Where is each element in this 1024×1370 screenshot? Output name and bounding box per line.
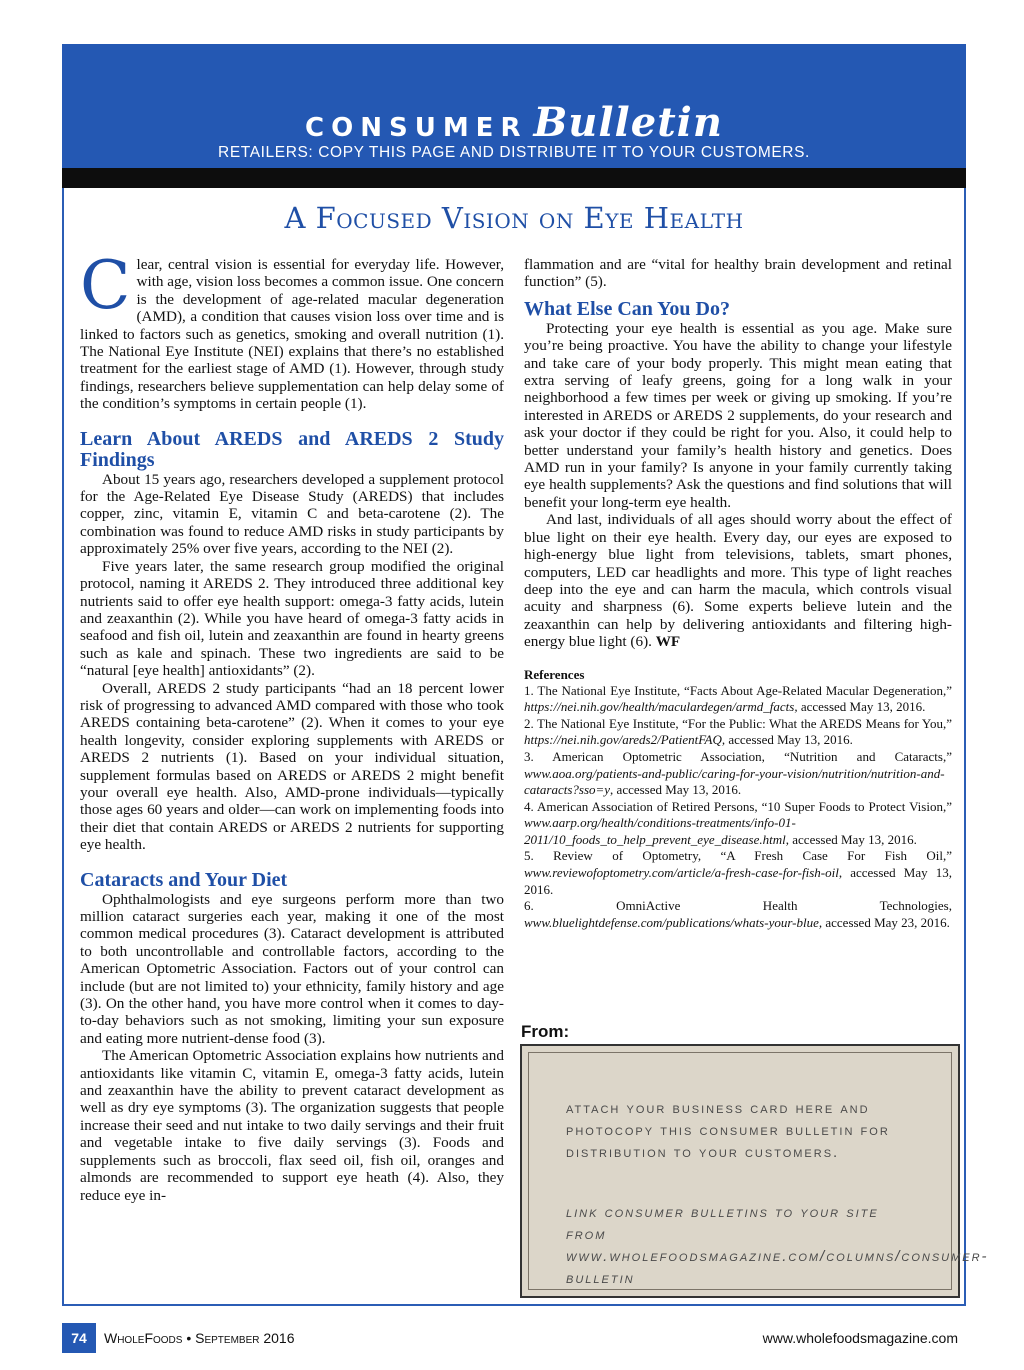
banner-title-bulletin: Bulletin [533,99,723,146]
reference-tail: , accessed May 13, 2016. [610,782,742,798]
drop-cap: C [80,247,131,324]
reference-link[interactable]: www.aoa.org/patients-and-public/caring-for-your-vision/nutrition/nutrition-and-cataracts?sso=y [524,765,945,798]
reference-link[interactable]: www.reviewofoptometry.com/article/a-fresh-case-for-fish-oil [524,865,839,881]
right-column [524,256,952,931]
reference-tail: accessed May 23, 2016. [822,914,950,930]
business-card-instructions: attach your business card here and photocopy this consumer bulletin for distribution to your customers. [566,1100,890,1161]
reference-link[interactable]: www.aarp.org/health/conditions-treatments/info-01-2011/10_foods_to_help_prevent_eye_disease.html [524,815,796,847]
left-column [80,247,504,1204]
banner-title-consumer: CONSUMER [305,113,528,143]
reference-text: 3. American Optometric Association, “Nutrition and Cataracts,” [524,748,952,764]
banner-subtitle: RETAILERS: COPY THIS PAGE AND DISTRIBUTE IT TO YOUR CUSTOMERS. [218,144,810,161]
section-heading-areds: Learn About AREDS and AREDS 2 Study Findings [80,427,504,471]
section-heading-cataracts: Cataracts and Your Diet [80,868,288,891]
reference-link[interactable]: https://nei.nih.gov/health/maculardegen/armd_facts, [524,699,798,715]
reference-item [524,716,952,749]
paragraph: The American Optometric Association explains how nutrients and antioxidants like vitamin C, vitamin E, omega-3 fatty acids, lutein and zeaxanthin have the ability to prevent cataract development as well as dry eye symptoms (3). The organization suggests that people increase their seed and nut intake to two daily servings and their fruit and vegetable intake to five daily servings (3). Foods and supplements such as broccoli, flax seed oil, fish oil, oranges and almonds are recommended to support eye heath (4). Also, they reduce eye in- [80,1047,504,1204]
reference-item [524,799,952,849]
reference-tail: , accessed May 13, 2016. [785,831,917,847]
reference-text: 4. American Association of Retired Persons, “10 Super Foods to Protect Vision,” [524,798,952,814]
reference-item [524,848,952,898]
banner [62,44,966,168]
references-title: References [524,666,585,682]
reference-tail: , accessed May 13, 2016. [524,865,952,897]
reference-tail: accessed May 13, 2016. [725,732,853,748]
business-card-box [520,1044,989,1298]
paragraph [524,511,952,650]
reference-link[interactable]: https://nei.nih.gov/areds2/PatientFAQ, [524,732,726,748]
paragraph: Five years later, the same research group modified the original protocol, naming it AREDS 2. They introduced three additional key nutrients said to offer eye health support: omega-3 fatty acids, lutein and zeaxanthin (2). While you have heard of omega-3 fatty acids in seafood and fish oil, lutein and zeaxanthin are found in hearty greens such as kale and spinach. These two ingredients are said to be “natural [eye health] antioxidants” (2). [80,557,504,680]
paragraph: Overall, AREDS 2 study participants “had an 18 percent lower risk of progressing to advanced AMD compared with those who took AREDS containing beta-carotene” (2). When it comes to your eye health longevity, consider exploring supplements with AREDS or AREDS 2 nutrients (1). Based on your individual situation, supplement formulas based on AREDS or AREDS 2 might benefit your overall eye health. Also, AMD-prone individuals—typically those ages 60 years and older—can work on implementing foods into their diet that contain AREDS or AREDS 2 nutrients for supporting eye health. [80,679,504,854]
reference-item [524,749,952,799]
business-card-link-text: link consumer bulletins to your site from www.wholefoodsmagazine.com/columns/consumer-bulletin [566,1204,989,1287]
reference-text: 1. The National Eye Institute, “Facts About Age-Related Macular Degeneration,” [524,682,952,698]
page-number: 74 [62,1323,96,1353]
reference-item [524,683,952,716]
reference-text: 6. OmniActive Health Technologies, [524,898,952,914]
section-heading-what-else: What Else Can You Do? [524,297,730,320]
intro-paragraph [80,247,504,413]
from-label: From: [521,1022,570,1041]
banner-title [62,99,966,146]
paragraph-continuation: flammation and are “vital for healthy brain development and retinal function” (5). [524,256,952,291]
paragraph-text: And last, individuals of all ages should worry about the effect of blue light on their eye health. Every day, our eyes are exposed to high-energy blue light from televisions, tablets, smart phones, computers, LED car headlights and more. This type of light reaches deep into the eye and can harm the macula, which controls visual acuity and sharpness (6). Some experts believe lutein and the zeaxanthin can help by delivering antioxidants and filtering high-energy blue light (6). [524,511,952,651]
references-list [524,683,952,932]
footer-website[interactable]: www.wholefoodsmagazine.com [762,1330,958,1346]
banner-divider [62,168,966,188]
paragraph: Protecting your eye health is essential as you age. Make sure you’re being proactive. You have the ability to change your lifestyle and take care of your body properly. This might mean eating that extra serving of leafy greens, going for a long walk in your neighborhood a few times per week or giving up smoking. If you’re interested in AREDS or AREDS 2 supplements, do your research and ask your doctor if they could be right for you. Also, it could help to better understand your family’s health history and genetics. Does AMD run in your family? Is anyone in your family currently taking eye health supplements? Ask the questions and find solutions that will benefit your long-term eye health. [524,319,952,511]
paragraph: About 15 years ago, researchers developed a supplement protocol for the Age-Related Eye Disease Study (AREDS) that includes copper, zinc, vitamin E, vitamin C and beta-carotene (2). The combination was found to reduce AMD risks in study participants by approximately 25% over five years, according to the NEI (2). [80,470,504,558]
reference-tail: accessed May 13, 2016. [797,699,926,715]
reference-link[interactable]: www.bluelightdefense.com/publications/whats-your-blue, [524,914,823,930]
article-headline: A Focused Vision on Eye Health [284,201,744,235]
reference-text: 2. The National Eye Institute, “For the Public: What the AREDS Means for You,” [524,715,952,731]
paragraph: Ophthalmologists and eye surgeons perform more than two million cataract surgeries each year, making it one of the most common medical procedures (3). Cataract development is attributed to both uncontrollable and controllable factors, according to the American Optometric Association. Factors out of your control can include (but are not limited to) your ethnicity, family history and age (3). On the other hand, you have more control when it comes to day-to-day behaviors such as not smoking, limiting your sun exposure and eating more nutrient-dense food (3). [80,890,504,1047]
footer-publication: WholeFoods • September 2016 [104,1330,295,1346]
intro-text: lear, central vision is essential for everyday life. However, with age, vision loss becomes a common issue. One concern is the development of age-related macular degeneration (AMD), a condition that causes vision loss over time and is linked to factors such as genetics, smoking and overall nutrition (1). The National Eye Institute (NEI) explains that there’s no established treatment for the earliest stage of AMD (1). However, through study findings, researchers believe supplementation can help delay some of the condition’s symptoms in certain people (1). [80,256,504,413]
reference-item [524,898,952,931]
reference-text: 5. Review of Optometry, “A Fresh Case For Fish Oil,” [524,848,952,864]
end-mark: WF [655,633,681,651]
